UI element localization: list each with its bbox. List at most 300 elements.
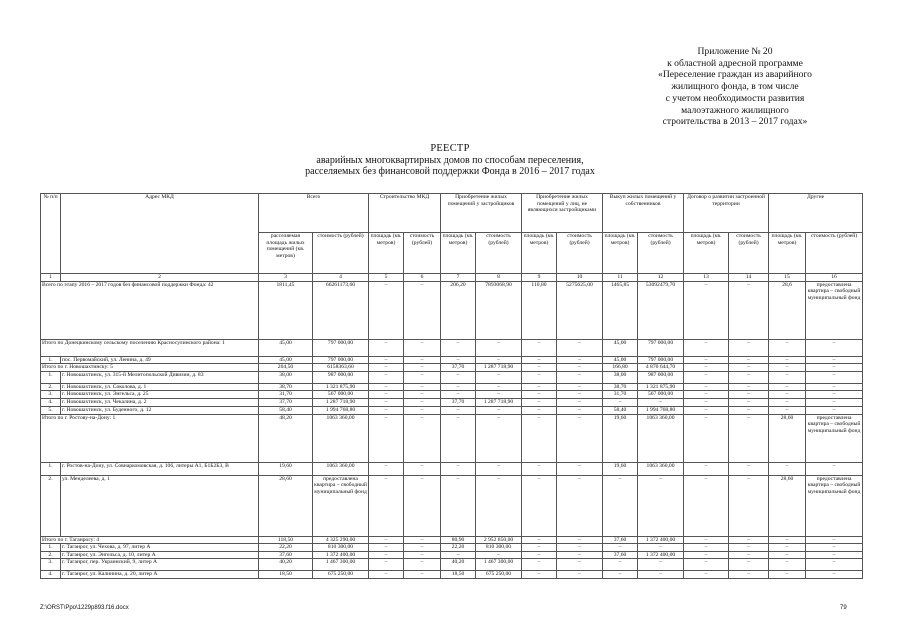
table-row bbox=[41, 383, 863, 391]
cell-col-16: – bbox=[806, 371, 863, 383]
cell-col-6: – bbox=[404, 398, 441, 406]
cell-col-3: 18,50 bbox=[259, 571, 313, 579]
cell-col-6: – bbox=[404, 406, 441, 414]
row-address: г. Новошахтинск, ул. 315-й Мелитопольской Дивизии, д. 83 bbox=[61, 371, 259, 383]
cell-col-13: – bbox=[684, 571, 729, 579]
table-row bbox=[41, 406, 863, 414]
row-address: Итого по Донецкинскому сельскому поселению Красносулинского района: 1 bbox=[41, 339, 259, 356]
cell-col-7: 80,90 bbox=[441, 536, 476, 544]
cell-col-12: 1 372 400,00 bbox=[638, 551, 684, 559]
cell-col-6: – bbox=[404, 551, 441, 559]
cell-col-8: – bbox=[476, 383, 522, 391]
row-address: Итого по г. Новошахтинску: 5 bbox=[41, 364, 259, 372]
appendix-line: с учетом необходимости развития bbox=[665, 92, 805, 104]
row-address: г. Таганрог, ул. Чехова, д. 97, литер А bbox=[61, 544, 259, 552]
cell-col-15: – bbox=[769, 398, 806, 406]
row-number: 5. bbox=[41, 406, 61, 414]
header-buyout: Выкуп жилых помещений у собственников bbox=[603, 194, 684, 233]
row-address: Всего по этапу 2016 – 2017 годов без финансовой поддержки Фонда: 42 bbox=[41, 281, 259, 339]
cell-col-10: – bbox=[557, 536, 603, 544]
subheader-total-area: расселяемая площадь жилых помещений (кв. метров) bbox=[259, 233, 313, 274]
cell-col-7: – bbox=[441, 356, 476, 364]
cell-col-16: предоставлена квартира – свободный муниципальный фонд bbox=[806, 475, 863, 536]
cell-col-9: – bbox=[522, 414, 557, 462]
cell-col-13: – bbox=[684, 383, 729, 391]
cell-col-3: 37,60 bbox=[259, 551, 313, 559]
cell-col-3: 38,00 bbox=[259, 371, 313, 383]
cell-col-3: 19,60 bbox=[259, 462, 313, 475]
subheader-area-sqm: площадь (кв. метров) bbox=[603, 233, 638, 274]
cell-col-6: – bbox=[404, 339, 441, 356]
cell-col-8: 1 287 718,90 bbox=[476, 398, 522, 406]
column-number: 2 bbox=[61, 274, 259, 282]
cell-col-16: – bbox=[806, 339, 863, 356]
table-row bbox=[41, 536, 863, 544]
cell-col-11: 38,00 bbox=[603, 371, 638, 383]
cell-col-3: 45,00 bbox=[259, 339, 313, 356]
cell-col-8: – bbox=[476, 406, 522, 414]
cell-col-4: 810 300,00 bbox=[313, 544, 369, 552]
cell-col-7: 206,20 bbox=[441, 281, 476, 339]
table-row bbox=[41, 544, 863, 552]
cell-col-11: 166,80 bbox=[603, 364, 638, 372]
cell-col-16: предоставлена квартира – свободный муниципальный фонд bbox=[806, 281, 863, 339]
row-address: г. Таганрог, ул. Энгельса, д. 10, литер А bbox=[61, 551, 259, 559]
cell-col-16: – bbox=[806, 391, 863, 399]
cell-col-12: 1063 360,00 bbox=[638, 462, 684, 475]
cell-col-7: – bbox=[441, 391, 476, 399]
cell-col-10: – bbox=[557, 475, 603, 536]
row-number: 4. bbox=[41, 398, 61, 406]
cell-col-14: – bbox=[729, 536, 769, 544]
cell-col-8: – bbox=[476, 462, 522, 475]
cell-col-10: – bbox=[557, 398, 603, 406]
table-row bbox=[41, 391, 863, 399]
cell-col-10: 5275625,00 bbox=[557, 281, 603, 339]
cell-col-10: – bbox=[557, 551, 603, 559]
cell-col-14: – bbox=[729, 398, 769, 406]
cell-col-15: – bbox=[769, 364, 806, 372]
cell-col-5: – bbox=[369, 398, 404, 406]
table-row bbox=[41, 414, 863, 462]
cell-col-8: – bbox=[476, 391, 522, 399]
column-number: 10 bbox=[557, 274, 603, 282]
cell-col-7: – bbox=[441, 414, 476, 462]
cell-col-14: – bbox=[729, 414, 769, 462]
cell-col-11: – bbox=[603, 544, 638, 552]
row-number: 3. bbox=[41, 559, 61, 571]
row-number: 2. bbox=[41, 475, 61, 536]
cell-col-11: 45,00 bbox=[603, 356, 638, 364]
appendix-line: Приложение № 20 bbox=[697, 46, 773, 57]
cell-col-9: – bbox=[522, 462, 557, 475]
cell-col-13: – bbox=[684, 414, 729, 462]
cell-col-13: – bbox=[684, 544, 729, 552]
cell-col-7: – bbox=[441, 371, 476, 383]
cell-col-3: 45,00 bbox=[259, 356, 313, 364]
cell-col-15: – bbox=[769, 559, 806, 571]
cell-col-5: – bbox=[369, 571, 404, 579]
subheader-cost-rub: стоимость (рублей) bbox=[806, 233, 863, 274]
header-address: Адрес МКД bbox=[61, 194, 259, 274]
column-number: 9 bbox=[522, 274, 557, 282]
row-number: 4. bbox=[41, 571, 61, 579]
cell-col-16: – bbox=[806, 536, 863, 544]
column-number: 12 bbox=[638, 274, 684, 282]
cell-col-10: – bbox=[557, 414, 603, 462]
table-row bbox=[41, 559, 863, 571]
cell-col-7: – bbox=[441, 406, 476, 414]
subheader-area-sqm: площадь (кв. метров) bbox=[684, 233, 729, 274]
cell-col-11: 19,60 bbox=[603, 414, 638, 462]
cell-col-6: – bbox=[404, 414, 441, 462]
cell-col-12: 567 000,00 bbox=[638, 391, 684, 399]
column-number: 7 bbox=[441, 274, 476, 282]
cell-col-6: – bbox=[404, 462, 441, 475]
cell-col-14: – bbox=[729, 475, 769, 536]
cell-col-11: – bbox=[603, 559, 638, 571]
footer-path: Z:\ORST\Ppo\1229p893.f16.docx bbox=[40, 605, 129, 611]
column-number: 5 bbox=[369, 274, 404, 282]
cell-col-9: – bbox=[522, 544, 557, 552]
cell-col-10: – bbox=[557, 571, 603, 579]
subheader-cost-rub: стоимость (рублей) bbox=[313, 233, 369, 274]
header-dev-contract: Договор о развитии застроенной территории bbox=[684, 194, 769, 233]
cell-col-7: – bbox=[441, 551, 476, 559]
appendix-line: строительства в 2013 – 2017 годах» bbox=[662, 116, 808, 128]
cell-col-8: 2 952 850,00 bbox=[476, 536, 522, 544]
table-row bbox=[41, 551, 863, 559]
cell-col-3: 48,20 bbox=[259, 414, 313, 462]
cell-col-7: – bbox=[441, 462, 476, 475]
appendix-line: жилищного фонда, в том числе bbox=[671, 81, 799, 93]
cell-col-6: – bbox=[404, 544, 441, 552]
cell-col-5: – bbox=[369, 414, 404, 462]
appendix-line: малоэтажного жилищного bbox=[681, 104, 789, 116]
cell-col-15: – bbox=[769, 406, 806, 414]
title-line: РЕЕСТР bbox=[430, 143, 470, 154]
table-row bbox=[41, 398, 863, 406]
cell-col-8: – bbox=[476, 414, 522, 462]
cell-col-6: – bbox=[404, 536, 441, 544]
cell-col-14: – bbox=[729, 571, 769, 579]
row-number: 3. bbox=[41, 391, 61, 399]
cell-col-6: – bbox=[404, 391, 441, 399]
cell-col-9: – bbox=[522, 383, 557, 391]
cell-col-4: 1063 360,00 bbox=[313, 462, 369, 475]
column-number: 16 bbox=[806, 274, 863, 282]
cell-col-4: 6158363,60 bbox=[313, 364, 369, 372]
cell-col-8: – bbox=[476, 356, 522, 364]
cell-col-4: 4 325 290,00 bbox=[313, 536, 369, 544]
cell-col-14: – bbox=[729, 544, 769, 552]
cell-col-10: – bbox=[557, 383, 603, 391]
cell-col-16: – bbox=[806, 398, 863, 406]
table-row bbox=[41, 281, 863, 339]
cell-col-12: – bbox=[638, 571, 684, 579]
cell-col-5: – bbox=[369, 339, 404, 356]
header-construction: Строительство МКД bbox=[369, 194, 441, 233]
cell-col-10: – bbox=[557, 339, 603, 356]
row-address: г. Новошахтинск, ул. Буденного, д. 12 bbox=[61, 406, 259, 414]
cell-col-15: – bbox=[769, 356, 806, 364]
column-number: 14 bbox=[729, 274, 769, 282]
cell-col-13: – bbox=[684, 339, 729, 356]
cell-col-16: – bbox=[806, 364, 863, 372]
cell-col-8: 1 287 718,90 bbox=[476, 364, 522, 372]
cell-col-12: – bbox=[638, 475, 684, 536]
cell-col-15: 28,60 bbox=[769, 414, 806, 462]
cell-col-16: предоставлена квартира – свободный муниципальный фонд bbox=[806, 414, 863, 462]
cell-col-13: – bbox=[684, 364, 729, 372]
cell-col-15: – bbox=[769, 544, 806, 552]
cell-col-4: 797 000,00 bbox=[313, 339, 369, 356]
cell-col-9: – bbox=[522, 406, 557, 414]
cell-col-10: – bbox=[557, 406, 603, 414]
column-number: 13 bbox=[684, 274, 729, 282]
cell-col-15: – bbox=[769, 391, 806, 399]
header-total: Всего bbox=[259, 194, 369, 233]
cell-col-10: – bbox=[557, 371, 603, 383]
title-line: расселяемых без финансовой поддержки Фонда в 2016 – 2017 годах bbox=[305, 166, 595, 177]
cell-col-6: – bbox=[404, 571, 441, 579]
cell-col-12: 53092479,70 bbox=[638, 281, 684, 339]
header-acq-builders: Приобретение жилых помещений у застройщиков bbox=[441, 194, 522, 233]
subheader-area-sqm: площадь (кв. метров) bbox=[522, 233, 557, 274]
cell-col-5: – bbox=[369, 551, 404, 559]
subheader-area-sqm: площадь (кв. метров) bbox=[441, 233, 476, 274]
row-address: г. Ростов-на-Дону, ул. Совнаркомовская, д. 106, литеры А1, Б1Б2Б3, В bbox=[61, 462, 259, 475]
cell-col-14: – bbox=[729, 406, 769, 414]
header-acq-others: Приобретение жилых помещений у лиц, не являющихся застройщиками bbox=[522, 194, 603, 233]
cell-col-13: – bbox=[684, 356, 729, 364]
cell-col-11: 38,70 bbox=[603, 383, 638, 391]
cell-col-9: 110,80 bbox=[522, 281, 557, 339]
cell-col-5: – bbox=[369, 383, 404, 391]
cell-col-7: – bbox=[441, 339, 476, 356]
cell-col-8: – bbox=[476, 475, 522, 536]
cell-col-13: – bbox=[684, 281, 729, 339]
cell-col-5: – bbox=[369, 356, 404, 364]
title-line: аварийных многоквартирных домов по способам переселения, bbox=[316, 154, 584, 166]
cell-col-12: 797 000,00 bbox=[638, 356, 684, 364]
cell-col-12: – bbox=[638, 398, 684, 406]
row-address: Итого по г. Таганрогу: 4 bbox=[41, 536, 259, 544]
column-number: 11 bbox=[603, 274, 638, 282]
cell-col-4: 1 287 718,90 bbox=[313, 398, 369, 406]
cell-col-12: 4 870 644,70 bbox=[638, 364, 684, 372]
cell-col-7: 37,70 bbox=[441, 364, 476, 372]
table-row bbox=[41, 475, 863, 536]
cell-col-12: 987 000,00 bbox=[638, 371, 684, 383]
row-address: г. Таганрог, пер. Украинский, 9, литер А bbox=[61, 559, 259, 571]
cell-col-6: – bbox=[404, 364, 441, 372]
cell-col-12: 797 000,00 bbox=[638, 339, 684, 356]
cell-col-9: – bbox=[522, 551, 557, 559]
cell-col-11: 19,60 bbox=[603, 462, 638, 475]
cell-col-11: 37,60 bbox=[603, 551, 638, 559]
column-number: 4 bbox=[313, 274, 369, 282]
cell-col-15: – bbox=[769, 339, 806, 356]
cell-col-3: 1811,45 bbox=[259, 281, 313, 339]
cell-col-10: – bbox=[557, 462, 603, 475]
appendix-block bbox=[600, 46, 870, 128]
cell-col-6: – bbox=[404, 281, 441, 339]
cell-col-9: – bbox=[522, 536, 557, 544]
cell-col-12: – bbox=[638, 559, 684, 571]
cell-col-15: 28,60 bbox=[769, 475, 806, 536]
cell-col-15: – bbox=[769, 571, 806, 579]
cell-col-8: – bbox=[476, 339, 522, 356]
row-address: г. Таганрог, ул. Калинина, д. 20, литер А bbox=[61, 571, 259, 579]
table-row bbox=[41, 339, 863, 356]
cell-col-16: – bbox=[806, 383, 863, 391]
cell-col-8: – bbox=[476, 371, 522, 383]
cell-col-12: 1 372 400,00 bbox=[638, 536, 684, 544]
row-number: 2. bbox=[41, 551, 61, 559]
cell-col-11: 37,60 bbox=[603, 536, 638, 544]
table-row bbox=[41, 462, 863, 475]
cell-col-9: – bbox=[522, 364, 557, 372]
cell-col-10: – bbox=[557, 364, 603, 372]
cell-col-9: – bbox=[522, 371, 557, 383]
cell-col-6: – bbox=[404, 383, 441, 391]
table-row bbox=[41, 364, 863, 372]
cell-col-7: – bbox=[441, 475, 476, 536]
table-row bbox=[41, 356, 863, 364]
cell-col-14: – bbox=[729, 371, 769, 383]
cell-col-9: – bbox=[522, 475, 557, 536]
cell-col-16: – bbox=[806, 544, 863, 552]
subheader-cost-rub: стоимость (рублей) bbox=[557, 233, 603, 274]
cell-col-9: – bbox=[522, 356, 557, 364]
cell-col-10: – bbox=[557, 391, 603, 399]
cell-col-3: 22,20 bbox=[259, 544, 313, 552]
cell-col-5: – bbox=[369, 559, 404, 571]
row-number: 1. bbox=[41, 371, 61, 383]
registry-table bbox=[40, 193, 863, 579]
appendix-line: к областной адресной программе bbox=[667, 57, 803, 69]
subheader-area-sqm: площадь (кв. метров) bbox=[369, 233, 404, 274]
cell-col-11: – bbox=[603, 475, 638, 536]
cell-col-8: 1 467 300,00 bbox=[476, 559, 522, 571]
subheader-area-sqm: площадь (кв. метров) bbox=[769, 233, 806, 274]
cell-col-15: – bbox=[769, 462, 806, 475]
cell-col-11: 1465,85 bbox=[603, 281, 638, 339]
appendix-line: «Переселение граждан из аварийного bbox=[658, 69, 812, 81]
row-address: г. Новошахтинск, ул. Чекалина, д. 2 bbox=[61, 398, 259, 406]
cell-col-14: – bbox=[729, 356, 769, 364]
cell-col-8: 675 250,00 bbox=[476, 571, 522, 579]
cell-col-4: 1063 360,00 bbox=[313, 414, 369, 462]
cell-col-4: 1 467 300,00 bbox=[313, 559, 369, 571]
subheader-cost-rub: стоимость (рублей) bbox=[476, 233, 522, 274]
cell-col-10: – bbox=[557, 559, 603, 571]
cell-col-13: – bbox=[684, 406, 729, 414]
row-number: 1. bbox=[41, 544, 61, 552]
row-address: г. Новошахтинск, ул. Соколова, д. 1 bbox=[61, 383, 259, 391]
cell-col-4: 66261173,60 bbox=[313, 281, 369, 339]
cell-col-16: – bbox=[806, 551, 863, 559]
cell-col-14: – bbox=[729, 559, 769, 571]
cell-col-10: – bbox=[557, 544, 603, 552]
cell-col-12: 1 321 875,90 bbox=[638, 383, 684, 391]
cell-col-7: 18,50 bbox=[441, 571, 476, 579]
cell-col-13: – bbox=[684, 475, 729, 536]
cell-col-7: 40,20 bbox=[441, 559, 476, 571]
row-number: 2. bbox=[41, 383, 61, 391]
cell-col-6: – bbox=[404, 559, 441, 571]
cell-col-16: – bbox=[806, 559, 863, 571]
cell-col-7: 37,70 bbox=[441, 398, 476, 406]
cell-col-4: 1 994 768,80 bbox=[313, 406, 369, 414]
cell-col-3: 31,70 bbox=[259, 391, 313, 399]
subheader-cost-rub: стоимость (рублей) bbox=[729, 233, 769, 274]
cell-col-13: – bbox=[684, 536, 729, 544]
column-number: 15 bbox=[769, 274, 806, 282]
cell-col-3: 38,70 bbox=[259, 383, 313, 391]
cell-col-12: 1063 360,00 bbox=[638, 414, 684, 462]
cell-col-4: 987 000,00 bbox=[313, 371, 369, 383]
cell-col-3: 118,50 bbox=[259, 536, 313, 544]
cell-col-13: – bbox=[684, 398, 729, 406]
header-no: № п/п bbox=[41, 194, 61, 274]
cell-col-11: 58,40 bbox=[603, 406, 638, 414]
column-number: 3 bbox=[259, 274, 313, 282]
column-number: 6 bbox=[404, 274, 441, 282]
cell-col-3: 28,60 bbox=[259, 475, 313, 536]
cell-col-14: – bbox=[729, 551, 769, 559]
row-address: пос. Первомайский, ул. Ленина, д. 49 bbox=[61, 356, 259, 364]
row-number: 1. bbox=[41, 356, 61, 364]
cell-col-5: – bbox=[369, 462, 404, 475]
row-address: Итого по г. Ростову-на-Дону: 1 bbox=[41, 414, 259, 462]
cell-col-3: 58,40 bbox=[259, 406, 313, 414]
cell-col-14: – bbox=[729, 339, 769, 356]
cell-col-12: – bbox=[638, 544, 684, 552]
cell-col-4: 1 321 875,90 bbox=[313, 383, 369, 391]
cell-col-5: – bbox=[369, 281, 404, 339]
cell-col-16: – bbox=[806, 356, 863, 364]
cell-col-4: предоставлена квартира – свободный муниципальный фонд bbox=[313, 475, 369, 536]
cell-col-5: – bbox=[369, 406, 404, 414]
cell-col-15: – bbox=[769, 371, 806, 383]
cell-col-7: 22,20 bbox=[441, 544, 476, 552]
cell-col-7: – bbox=[441, 383, 476, 391]
cell-col-5: – bbox=[369, 371, 404, 383]
cell-col-3: 204,50 bbox=[259, 364, 313, 372]
row-address: г. Новошахтинск, ул. Энгельса, д. 25 bbox=[61, 391, 259, 399]
cell-col-6: – bbox=[404, 475, 441, 536]
table-row bbox=[41, 571, 863, 579]
cell-col-9: – bbox=[522, 398, 557, 406]
cell-col-4: 797 000,00 bbox=[313, 356, 369, 364]
table-row bbox=[41, 371, 863, 383]
cell-col-5: – bbox=[369, 364, 404, 372]
subheader-cost-rub: стоимость (рублей) bbox=[638, 233, 684, 274]
cell-col-12: 1 994 768,80 bbox=[638, 406, 684, 414]
cell-col-9: – bbox=[522, 391, 557, 399]
cell-col-5: – bbox=[369, 544, 404, 552]
cell-col-9: – bbox=[522, 339, 557, 356]
cell-col-9: – bbox=[522, 559, 557, 571]
cell-col-16: – bbox=[806, 571, 863, 579]
cell-col-13: – bbox=[684, 391, 729, 399]
cell-col-8: 810 300,00 bbox=[476, 544, 522, 552]
cell-col-15: 28,6 bbox=[769, 281, 806, 339]
cell-col-14: – bbox=[729, 383, 769, 391]
cell-col-14: – bbox=[729, 462, 769, 475]
